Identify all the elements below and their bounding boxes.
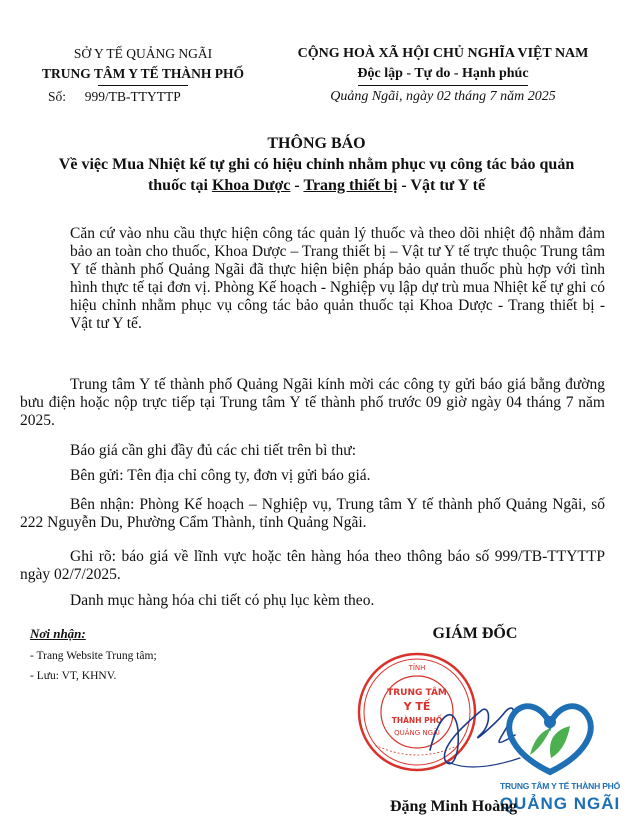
subject-line-1: Về việc Mua Nhiệt kế tự ghi có hiệu chỉnh nhằm phục vụ công tác bảo quản: [58, 156, 575, 173]
signature-position: GIÁM ĐỐC: [432, 625, 518, 642]
national-motto: Độc lập - Tự do - Hạnh phúc: [357, 66, 529, 81]
signer-name: Đặng Minh Hoàng: [390, 798, 518, 815]
country-name: CỘNG HOÀ XÃ HỘI CHỦ NGHĨA VIỆT NAM: [297, 46, 589, 61]
paragraph-5: [20, 496, 605, 532]
paragraph-3-text: Báo giá cần ghi đầy đủ các chi tiết trên bì thư:: [70, 442, 357, 459]
paragraph-7: [70, 592, 605, 610]
stamp-top-text: TỈNH: [408, 664, 426, 672]
stamp-line-4: QUẢNG NGÃI: [394, 729, 440, 737]
title-block: [20, 133, 613, 196]
doc-number-row: [28, 87, 258, 107]
paragraph-7-text: Danh mục hàng hóa chi tiết có phụ lục kèm theo.: [70, 592, 375, 609]
stamp-line-2: Y TẾ: [403, 700, 431, 713]
stamp-line-1: TRUNG TÂM: [387, 688, 447, 698]
recipient-item: - Trang Website Trung tâm;: [30, 650, 157, 662]
doc-number: 999/TB-TTYTTP: [84, 89, 181, 104]
subject-prefix: thuốc tại: [147, 177, 212, 194]
header-left: [28, 44, 258, 107]
paragraph-6: [20, 548, 605, 584]
logo-leaf-right: [550, 726, 570, 758]
motto-underline: [358, 85, 528, 86]
recipients: [30, 626, 290, 682]
logo-line-2: QUẢNG NGÃI: [499, 794, 621, 813]
paragraph-4: [70, 467, 605, 485]
doc-type: THÔNG BÁO: [267, 135, 366, 152]
doc-number-label: Số:: [48, 89, 67, 104]
center-logo: [495, 700, 605, 780]
place-date: Quảng Ngãi, ngày 02 tháng 7 năm 2025: [330, 89, 556, 104]
recipients-label: Nơi nhận:: [30, 626, 86, 641]
org-underline: [98, 85, 188, 86]
logo-leaf-left: [530, 728, 551, 755]
subject-line-2: [20, 175, 613, 196]
logo-head: [544, 716, 556, 728]
paragraph-5-text: Bên nhận: Phòng Kế hoạch – Nghiệp vụ, Trung tâm Y tế thành phố Quảng Ngãi, số 222 Nguyễn Du, Phường Cẩm Thành, tỉnh Quảng Ngãi.: [20, 496, 605, 531]
org-name: TRUNG TÂM Y TẾ THÀNH PHỐ: [42, 66, 244, 81]
paragraph-2-text: Trung tâm Y tế thành phố Quảng Ngãi kính mời các công ty gửi báo giá bằng đường bưu điện hoặc nộp trực tiếp tại Trung tâm Y tế thành phố trước 09 giờ ngày 04 tháng 7 năm 2025.: [20, 376, 605, 429]
subject-suffix: - Vật tư Y tế: [397, 177, 486, 194]
recipient-item: - Lưu: VT, KHNV.: [30, 670, 117, 682]
paragraph-1-text: Căn cứ vào nhu cầu thực hiện công tác quản lý thuốc và theo dõi nhiệt độ nhằm đảm bảo an toàn cho thuốc, Khoa Dược – Trang thiết bị – Vật tư Y tế trực thuộc Trung tâm Y tế thành phố Quảng Ngãi đã thực hiện biện pháp bảo quản thuốc phù hợp với tình hình thực tế tại đơn vị. Phòng Kế hoạch - Nghiệp vụ lập dự trù mua Nhiệt kế tự ghi có hiệu chỉnh nhằm phục vụ công tác bảo quản thuốc tại Khoa Dược - Trang thiết bị - Vật tư Y tế.: [70, 225, 605, 332]
paragraph-2: [20, 376, 605, 430]
paragraph-6-text: Ghi rõ: báo giá về lĩnh vực hoặc tên hàng hóa theo thông báo số 999/TB-TTYTTP ngày 02/7/2025.: [20, 548, 605, 583]
subject-separator: -: [290, 177, 304, 194]
paragraph-4-text: Bên gửi: Tên địa chỉ công ty, đơn vị gửi báo giá.: [70, 467, 371, 484]
subject-underlined-2: Trang thiết bị: [303, 177, 398, 194]
subject-underlined-1: Khoa Dược: [211, 177, 291, 194]
paragraph-1: [70, 225, 605, 333]
org-parent: SỞ Y TẾ QUẢNG NGÃI: [73, 46, 213, 61]
paragraph-3: [70, 442, 605, 460]
header-right: [268, 44, 618, 107]
logo-line-1: TRUNG TÂM Y TẾ THÀNH PHỐ: [499, 781, 621, 791]
stamp-line-3: THÀNH PHỐ: [391, 716, 443, 725]
